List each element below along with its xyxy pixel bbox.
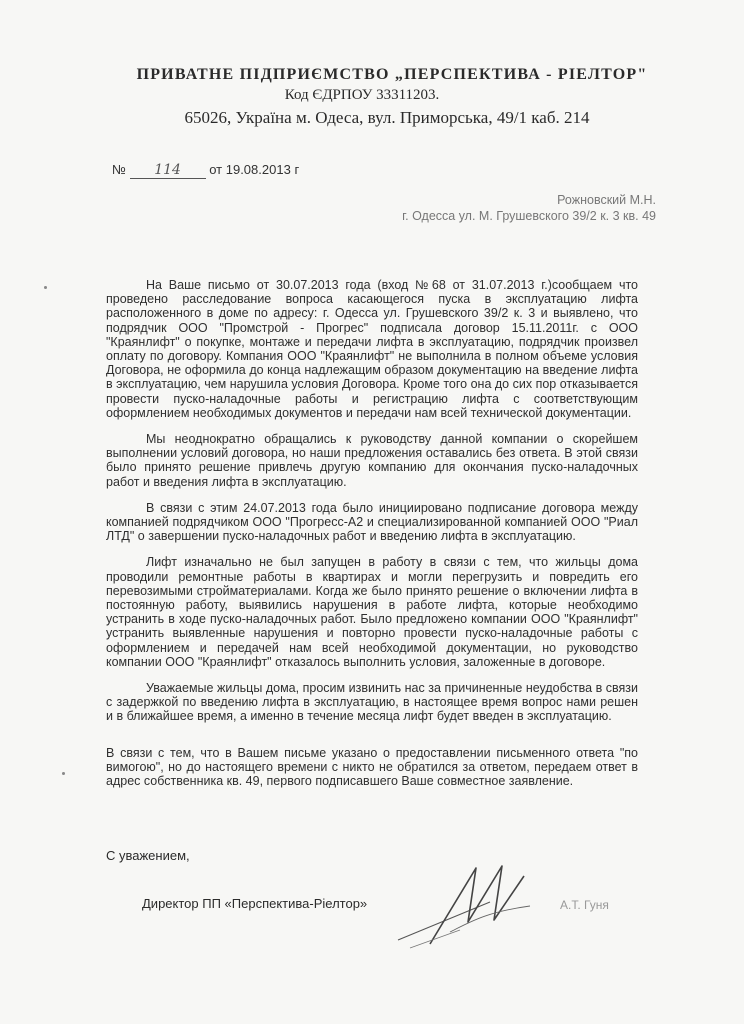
company-name: ПРИВАТНЕ ПІДПРИЄМСТВО „ПЕРСПЕКТИВА - РІЕЛТОР" [136, 66, 648, 83]
handwritten-signature [390, 862, 540, 952]
letter-number: 114 [130, 162, 206, 179]
addressee-address: г. Одесса ул. М. Грушевского 39/2 к. 3 кв. 49 [402, 209, 656, 223]
paragraph: В связи с этим 24.07.2013 года было инициировано подписание договора между компанией подрядчиком ООО "Прогресс-А2 и специализированной компанией ООО "Риал ЛТД" о завершении пуско-наладочных работ и введению лифта в эксплуатацию. [106, 500, 638, 544]
letterhead [0, 66, 744, 128]
letter-reference [112, 162, 299, 179]
letter-body [106, 278, 638, 800]
paragraph: Уважаемые жильцы дома, просим извинить нас за причиненные неудобства в связи с задержкой по введению лифта в эксплуатацию, в настоящее время вопрос нами решен и в ближайшее время, а именно в течение месяца лифт будет введен в эксплуатацию. [106, 681, 638, 724]
addressee [402, 192, 656, 224]
director-title: Директор ПП «Перспектива-Ріелтор» [142, 896, 368, 911]
company-code: Код ЄДРПОУ 33311203. [284, 87, 440, 103]
date-prefix: от [209, 162, 223, 177]
paragraph: В связи с тем, что в Вашем письме указано о предоставлении письменного ответа "по вимогою", но до настоящего времени с никто не обратился за ответом, передаем ответ в адрес собственника кв. 49, первого подписавшего Ваше совместное заявление. [106, 745, 638, 789]
signer-name: А.Т. Гуня [560, 898, 609, 912]
closing-text: С уважением, [106, 848, 190, 863]
addressee-name: Рожновский М.Н. [557, 193, 656, 207]
company-address: 65026, Україна м. Одеса, вул. Приморська, 49/1 каб. 214 [184, 108, 590, 127]
letter-date: 19.08.2013 [225, 162, 291, 177]
date-suffix: г [294, 162, 300, 177]
scan-speck [44, 286, 47, 289]
number-sign: № [112, 162, 126, 177]
paragraph: На Ваше письмо от 30.07.2013 года (вход №68 от 31.07.2013 г.)сообщаем что проведено расследование вопроса касающегося пуска в эксплуатацию лифта расположенного в доме по адресу: г. Одесса ул. Грушевского 39/2 к. 3 и выявлено, что подрядчик ООО "Промстрой - Прогрес" подписала договор 15.11.2011г. с ООО "Краянлифт" о покупке, монтаже и передачи лифта в эксплуатацию, подрядчик произвел оплату по договору. Компания ООО "Краянлифт" не выполнила в полном объеме условия Договора, не оформила до конца надлежащим образом документацию на введение лифта в эксплуатацию, чем нарушила условия Договора. Кроме того она до сих пор отказывается провести пуско-наладочные работы и регистрацию лифта с соответствующим оформлением необходимых документов и передачи нам всей технической документации. [106, 278, 638, 420]
scan-speck [62, 772, 65, 775]
paragraph: Лифт изначально не был запущен в работу в связи с тем, что жильцы дома проводили ремонтные работы в квартирах и могли перегрузить и повредить его перевозимыми стройматериалами. Когда же было принято решение о включении лифта в постоянную работу, выявились нарушения в работе лифта, которые необходимо устранить в ходе пуско-наладочных работ. Было предложено компании ООО "Краянлифт" устранить выявленные нарушения и повторно провести пуско-наладочные работы с оформлением и передачей нам всей необходимой документации, но руководство компании ООО "Краянлифт" отказалось выполнить условия, заложенные в договоре. [106, 555, 638, 669]
paragraph: Мы неоднократно обращались к руководству данной компании о скорейшем выполнении условий договора, но наши предложения оставались без ответа. В этой связи было принято решение привлечь другую компанию для окончания пуско-наладочных работ и введения лифта в эксплуатацию. [106, 432, 638, 489]
